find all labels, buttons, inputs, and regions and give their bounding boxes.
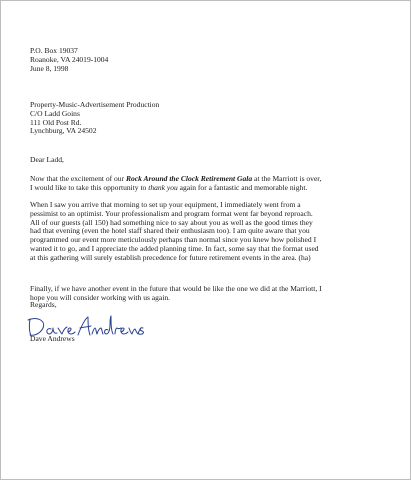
paragraph-2-line: When I saw you arrive that morning to set up your equipment, I immediately went from a — [30, 200, 301, 209]
recipient-attention: C/O Ladd Goins — [30, 108, 80, 118]
paragraph-3-line: Finally, if we have another event in the future that would be like the one we did at the Marriott, I — [30, 284, 322, 293]
sender-po-box: P.O. Box 19037 — [30, 46, 78, 55]
paragraph-1-text-a: Now that the excitement of our — [30, 174, 126, 183]
signed-name: Dave Andrews — [30, 334, 75, 343]
paragraph-1 — [30, 175, 400, 193]
paragraph-2-line: at this gathering will surely establish precedence for future retirement events in the area. (ha) — [30, 252, 311, 262]
paragraph-3-line: hope you will consider working with us again. — [30, 292, 171, 302]
sender-address — [30, 47, 108, 73]
sender-city: Roanoke, VA 24019-1004 — [30, 54, 109, 64]
recipient-company: Property-Music-Advertisement Production — [30, 100, 160, 109]
paragraph-2 — [30, 201, 400, 263]
thank-you-emphasis: thank you — [148, 182, 178, 192]
letter-date: June 8, 1998 — [30, 63, 69, 73]
paragraph-2-line: programmed our event more meticulously perhaps than normal since you knew how polished I — [30, 235, 317, 245]
paragraph-1-text-b: at the Marriott is over, — [252, 174, 322, 183]
paragraph-1-text-d: again for a fantastic and memorable night. — [177, 182, 308, 192]
paragraph-3 — [30, 285, 400, 303]
paragraph-2-line: pessimist to an optimist. Your professionalism and program format went far beyond reproach. — [30, 208, 313, 218]
recipient-address — [30, 101, 159, 136]
paragraph-2-line: All of our guests (all 150) had something nice to say about you as well as the good times they — [30, 217, 313, 227]
closing: Regards, — [30, 300, 57, 309]
paragraph-1-text-c: I would like to take this opportunity to — [30, 182, 149, 192]
salutation: Dear Ladd, — [30, 155, 64, 164]
paragraph-2-line: wanted it to go, and I appreciate the added planning time. In fact, some say that the format used — [30, 243, 319, 253]
paragraph-2-line: had that evening (even the hotel staff shared their enthusiasm too). I am quite aware that you — [30, 226, 310, 236]
recipient-city: Lynchburg, VA 24502 — [30, 126, 97, 136]
event-name: Rock Around the Clock Retirement Gala — [125, 174, 253, 183]
recipient-street: 111 Old Post Rd. — [30, 117, 82, 127]
